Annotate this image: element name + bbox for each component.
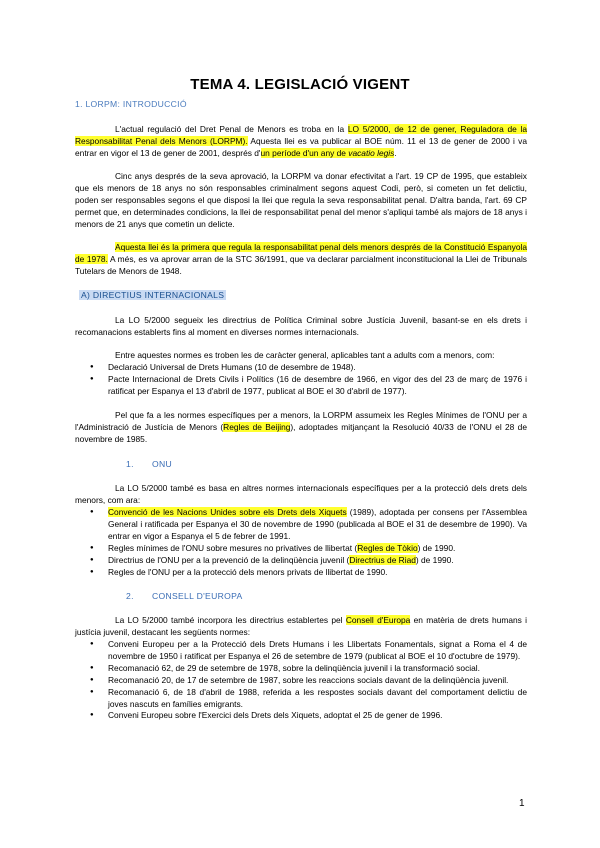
highlight-vacatio	[261, 148, 395, 158]
highlight-regles-tokio: Regles de Tòkio	[357, 542, 418, 553]
text: La LO 5/2000 també incorpora les directrius establertes pel	[115, 615, 346, 625]
text: en matèria de drets humans i justícia juvenil, destacant les següents normes:	[75, 615, 527, 637]
text: Directrius de l'ONU per a la prevenció de la delinqüència juvenil (	[108, 554, 350, 565]
subheading-label: CONSELL D'EUROPA	[152, 591, 243, 601]
paragraph-consell-intro	[75, 615, 527, 639]
section-heading-lorpm: 1. LORPM: INTRODUCCIÓ	[75, 99, 187, 109]
text: (1989), adoptada per consens per l'Assemblea General i ratificada per Espanya el 30 de novembre de 1990 (publicada al BOE el 31 de desembre de 1990). Va entrar en vigor a Espanya el 5 de febrer de 1991.	[108, 507, 527, 541]
text: Regles mínimes de l'ONU sobre mesures no privatives de llibertat (	[108, 542, 358, 553]
list-item: ● Pacte Internacional de Drets Civils i Polítics (16 de desembre de 1966, en vigor des del 23 de març de 1976 i ratificat per Espanya el 13 d'abril de 1977, publicat al BOE el 30 d'abril de 1977).	[75, 374, 527, 398]
subheading-number: 1.	[126, 459, 134, 469]
paragraph-regles-minimes	[75, 410, 527, 446]
text: ), adoptades mitjançant la Resolució 40/33 de l'ONU el 28 de novembre de 1985.	[75, 421, 527, 444]
highlight-directrius-riad: Directrius de Riad	[349, 554, 416, 565]
subheading-consell-europa	[126, 591, 243, 601]
subheading-number: 2.	[126, 591, 134, 601]
paragraph-normes-generals: Entre aquestes normes es troben les de caràcter general, aplicables tant a adults com a menors, com:	[115, 350, 495, 360]
highlight-consell-europa: Consell d'Europa	[345, 615, 411, 625]
paragraph-intro	[75, 124, 527, 160]
list-item	[75, 567, 527, 579]
text: A més, es va aprovar arran de la STC 36/1991, que va declarar parcialment inconstitucional la Llei de Tribunals Tutelars de Menors de 1948.	[75, 253, 527, 276]
list-item: ● Recomanació 6, de 18 d'abril de 1988, referida a les respostes socials davant del comportament delictiu de joves nascuts en famílies emigrants.	[75, 687, 527, 711]
subheading-onu	[126, 459, 172, 469]
list-item	[75, 543, 527, 555]
text: un període d'un any de	[260, 147, 349, 158]
list-item: ● Conveni Europeu sobre l'Exercici dels Drets dels Xiquets, adoptat el 25 de gener de 1996.	[75, 710, 527, 722]
text: Pel que fa a les normes específiques per a menors, la LORPM assumeix les Regles Mínimes de l'ONU per a l'Administració de Justícia de Menors (	[75, 410, 527, 432]
highlight-convencio: Convenció de les Nacions Unides sobre els Drets dels Xiquets	[108, 507, 347, 517]
paragraph-cinc-anys: Cinc anys després de la seva aprovació, la LORPM va donar efectivitat a l'art. 19 CP de 1995, que estableix que els menors de 18 anys no són responsables criminalment segons aquest Codi, però, si cometen un fet delictiu, poden ser responsables segons el que disposi la llei que regula la seva responsabilitat penal. D'altra banda, l'art. 69 CP permet que, en determinades condicions, la llei de responsabilitat penal del menor s'apliqui també als majors de 18 anys i menors de 21 anys que cometin un delicte.	[75, 171, 527, 229]
text: .	[394, 147, 397, 158]
page-title: TEMA 4. LEGISLACIÓ VIGENT	[190, 76, 410, 93]
highlight-lo-5-2000: LO 5/2000, de 12 de gener, Reguladora de la Responsabilitat Penal dels Menors (LORPM).	[75, 124, 527, 146]
list-consell-norms	[75, 639, 527, 722]
list-item	[75, 507, 527, 543]
list-item: ● Recomanació 62, de 29 de setembre de 1978, sobre la delinqüència juvenil i la transformació social.	[75, 663, 527, 675]
text: ) de 1990.	[417, 542, 456, 553]
list-general-norms	[75, 362, 527, 398]
text: Aquesta llei es va publicar al BOE núm. 11 el 13 de gener de 2000 i va entrar en vigor el 13 de gener de 2001, després d'	[75, 135, 528, 158]
text: Regles de l'ONU per a la protecció dels menors privats de llibertat de 1990.	[108, 566, 388, 577]
paragraph-primera-llei	[75, 242, 527, 278]
list-item: ● Declaració Universal de Drets Humans (10 de desembre de 1948).	[75, 362, 527, 374]
text: ) de 1990.	[415, 554, 454, 565]
subheading-label: ONU	[152, 459, 172, 469]
list-onu-norms	[75, 507, 527, 578]
text-italic: vacatio legis	[348, 147, 395, 158]
section-heading-directius: A) DIRECTIUS INTERNACIONALS	[81, 290, 225, 300]
highlight-primera-llei: Aquesta llei és la primera que regula la responsabilitat penal dels menors després de la Constitució Espanyola de 1978.	[75, 242, 527, 264]
paragraph-directrius: La LO 5/2000 segueix les directrius de Política Criminal sobre Justícia Juvenil, basant-se en els drets i recomanacions establerts fins al moment en diverses normes internacionals.	[75, 315, 527, 337]
text: L'actual regulació del Dret Penal de Menors es troba en la	[115, 124, 348, 134]
list-item: ● Recomanació 20, de 17 de setembre de 1987, sobre les reaccions socials davant de la delinqüència juvenil.	[75, 675, 527, 687]
list-item: ● Conveni Europeu per a la Protecció dels Drets Humans i les Llibertats Fonamentals, signat a Roma el 4 de novembre de 1950 i ratificat per Espanya el 26 de setembre de 1979 (publicat al BOE el 10 d'octubre de 1979).	[75, 639, 527, 663]
paragraph-onu-intro: La LO 5/2000 també es basa en altres normes internacionals específiques per a la protecció dels drets dels menors, com ara:	[75, 483, 527, 505]
list-item	[75, 555, 527, 567]
highlight-regles-beijing: Regles de Beijing	[223, 421, 291, 432]
page-number: 1	[519, 798, 525, 809]
